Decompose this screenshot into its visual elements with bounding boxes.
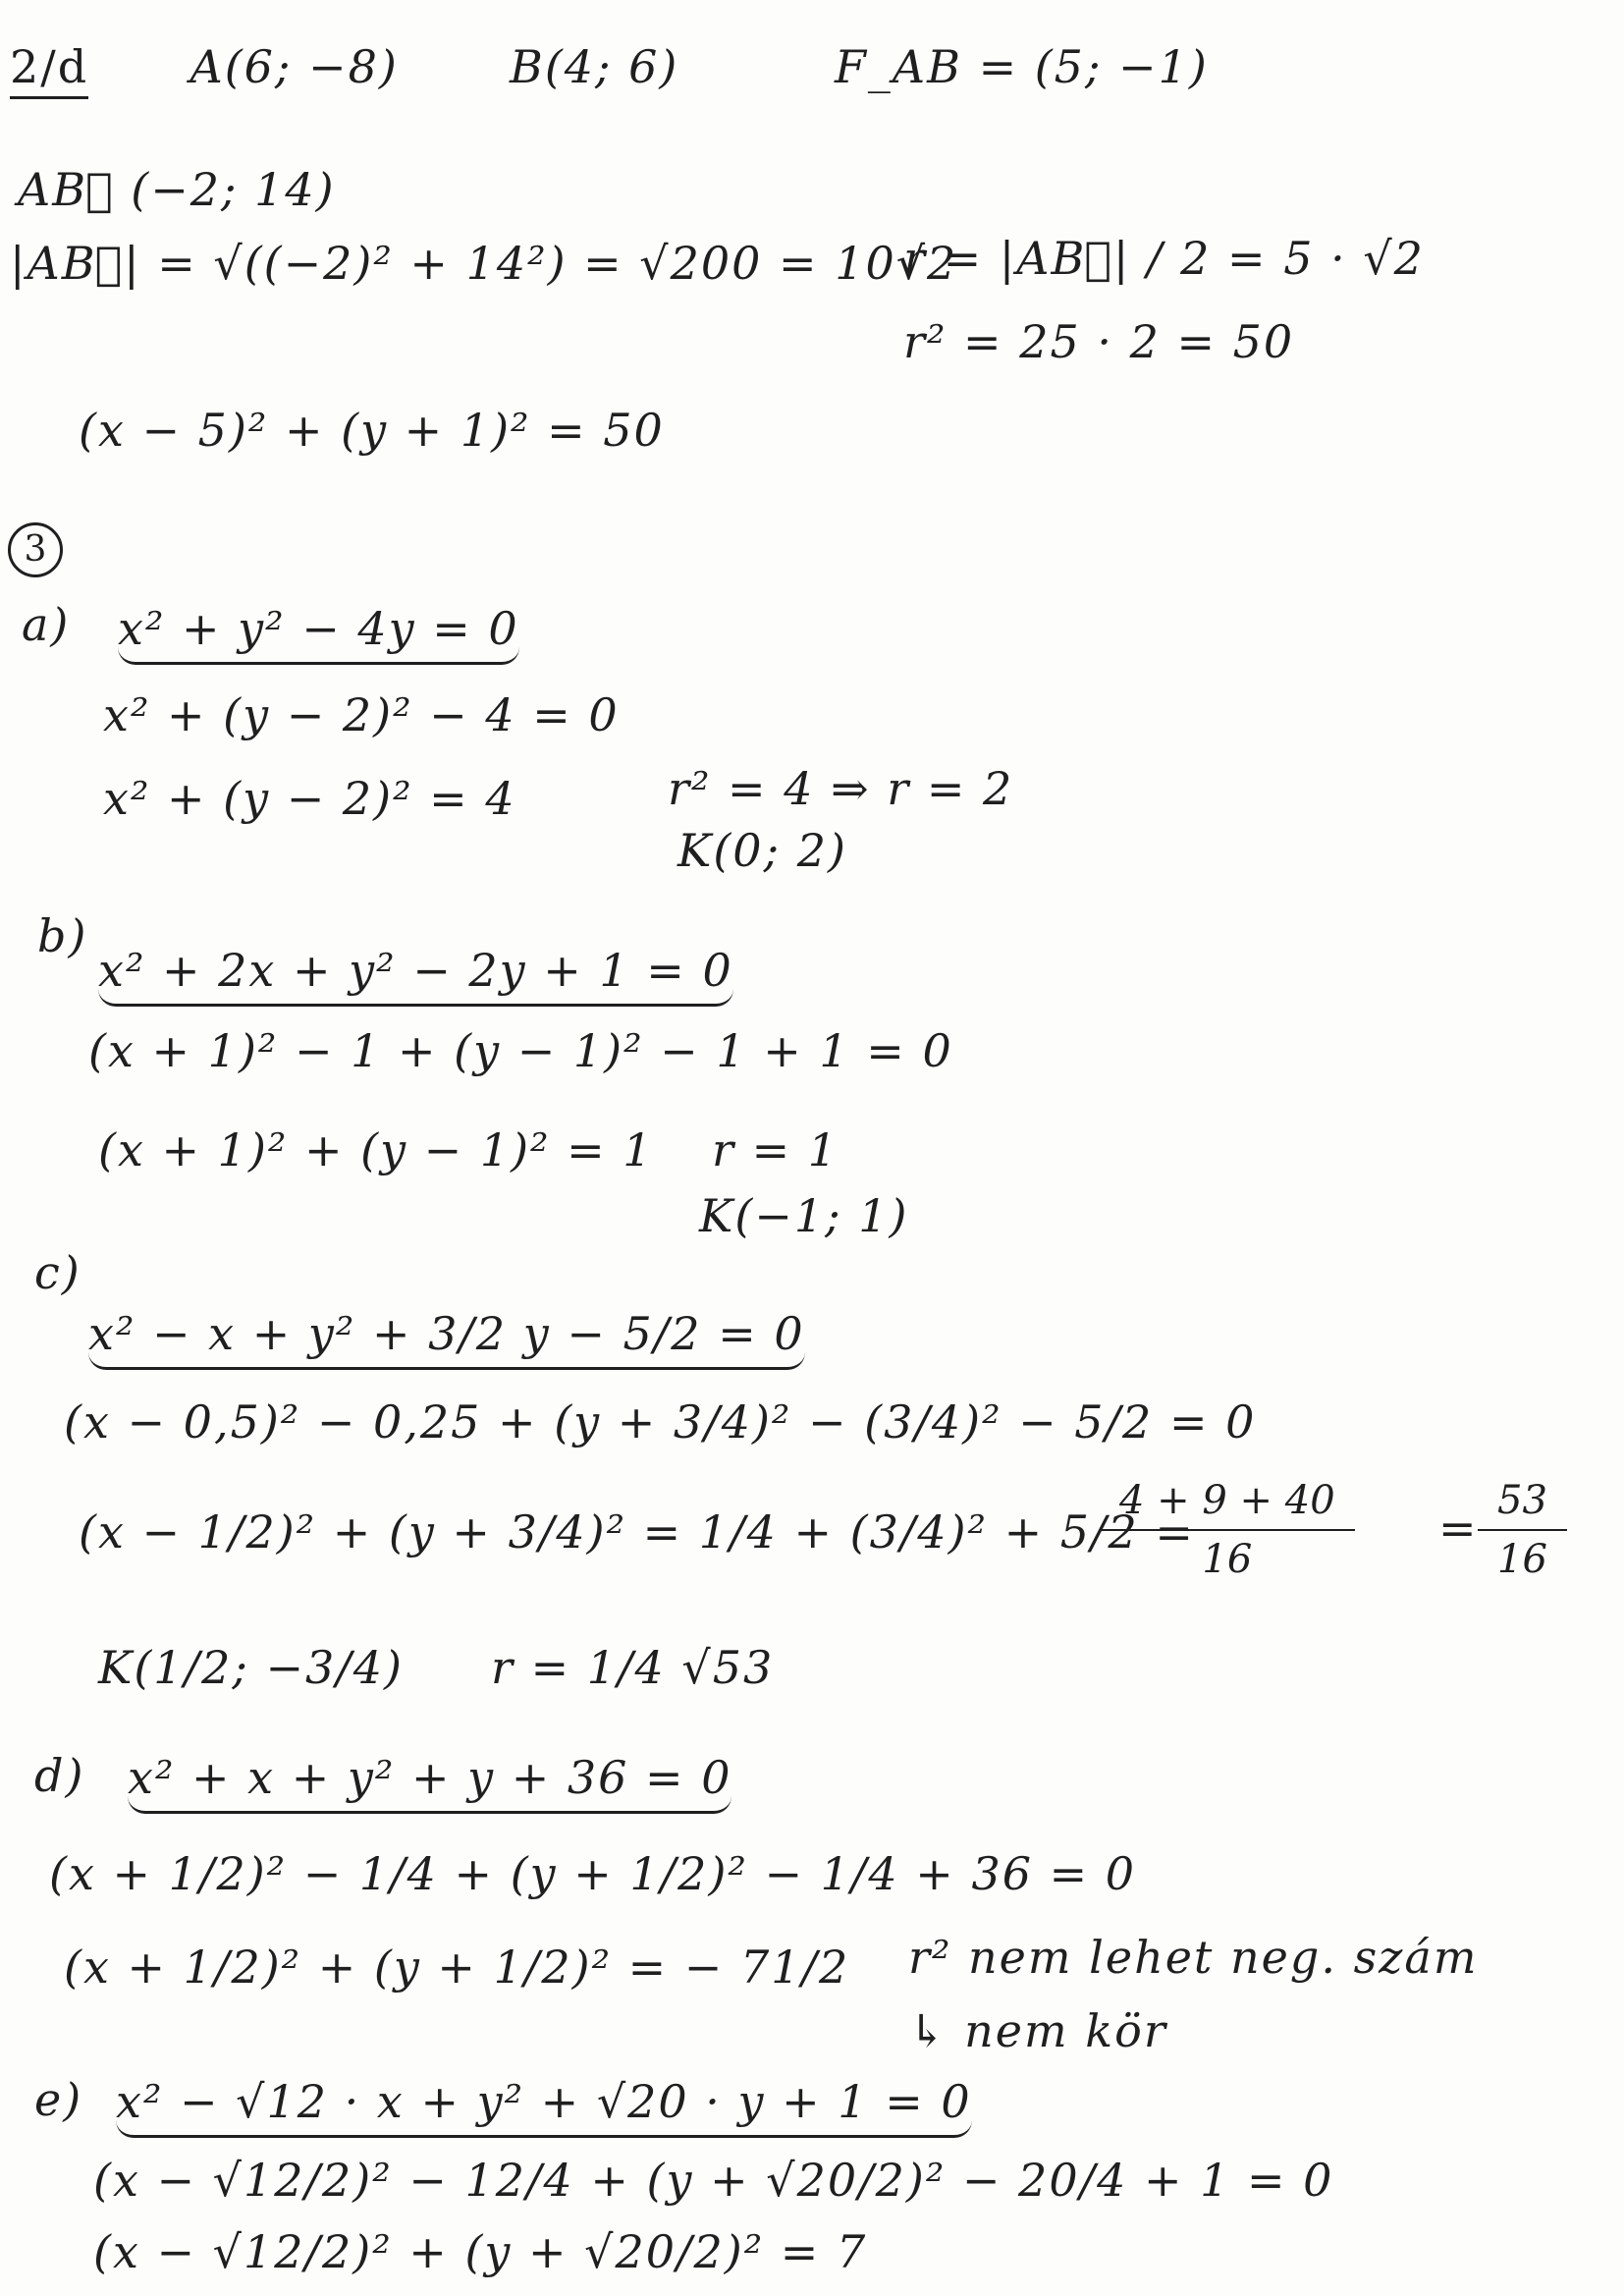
part-e-label: e) <box>34 2073 83 2126</box>
part-a-line1: x² + y² − 4y = 0 <box>118 601 519 665</box>
part-b-line1: x² + 2x + y² − 2y + 1 = 0 <box>98 943 733 1007</box>
part-c-fraction-denominator: 16 <box>1202 1537 1253 1582</box>
part-d-note2: ↳ nem kör <box>908 2004 1167 2057</box>
part-b-line2: (x + 1)² − 1 + (y − 1)² − 1 + 1 = 0 <box>88 1024 953 1077</box>
part-c-result-numerator: 53 <box>1478 1478 1567 1531</box>
part-e-line2: (x − √12/2)² − 12/4 + (y + √20/2)² − 20/4 + 1 = 0 <box>93 2154 1334 2207</box>
part-b-label: b) <box>37 909 88 962</box>
part-a-radius: r² = 4 ⇒ r = 2 <box>668 762 1014 815</box>
part-d-line2: (x + 1/2)² − 1/4 + (y + 1/2)² − 1/4 + 36 = 0 <box>49 1847 1137 1900</box>
part-a-line2: x² + (y − 2)² − 4 = 0 <box>103 688 620 741</box>
part-c-result <box>1478 1478 1567 1582</box>
part-c-line1: x² − x + y² + 3/2 y − 5/2 = 0 <box>88 1306 805 1370</box>
radius-squared: r² = 25 · 2 = 50 <box>903 315 1295 368</box>
part-c-label: c) <box>34 1246 81 1299</box>
length-ab: |AB⃗| = √((−2)² + 14²) = √200 = 10√2 <box>10 237 958 290</box>
part-a-center: K(0; 2) <box>677 824 847 877</box>
part-c-line2: (x − 0,5)² − 0,25 + (y + 3/4)² − (3/4)² − 5/2 = 0 <box>64 1395 1257 1449</box>
part-c-equals: = <box>1438 1502 1479 1555</box>
task-2d-header <box>10 39 678 99</box>
circle-equation: (x − 5)² + (y + 1)² = 50 <box>79 404 665 457</box>
part-a-line3: x² + (y − 2)² = 4 <box>103 772 516 825</box>
point-b: B(4; 6) <box>510 40 679 93</box>
part-d-label: d) <box>34 1749 85 1802</box>
part-c-center: K(1/2; −3/4) <box>98 1641 404 1694</box>
midpoint: F_AB = (5; −1) <box>835 40 1209 93</box>
part-d-line3: (x + 1/2)² + (y + 1/2)² = − 71/2 <box>64 1941 850 1994</box>
vector-ab: AB⃗ (−2; 14) <box>18 163 336 216</box>
part-e-line3: (x − √12/2)² + (y + √20/2)² = 7 <box>93 2225 868 2278</box>
part-c-fraction-numerator: 4 + 9 + 40 <box>1100 1478 1355 1531</box>
point-a: A(6; −8) <box>189 40 399 93</box>
task-3-number: 3 <box>8 522 63 577</box>
task-2d-label: 2/d <box>10 39 88 99</box>
part-e-line1: x² − √12 · x + y² + √20 · y + 1 = 0 <box>116 2074 972 2138</box>
part-b-center: K(−1; 1) <box>699 1189 909 1242</box>
part-c-line3: (x − 1/2)² + (y + 3/4)² = 1/4 + (3/4)² + 5/2 = <box>79 1505 1195 1558</box>
part-d-note1: r² nem lehet neg. szám <box>908 1931 1479 1984</box>
part-d-line1: x² + x + y² + y + 36 = 0 <box>128 1750 731 1814</box>
part-a-label: a) <box>22 598 71 651</box>
part-b-line3: (x + 1)² + (y − 1)² = 1 <box>98 1123 654 1176</box>
part-c-fraction <box>1100 1478 1355 1582</box>
part-c-result-denominator: 16 <box>1497 1537 1547 1582</box>
part-c-radius: r = 1/4 √53 <box>491 1641 775 1694</box>
part-b-radius: r = 1 <box>712 1123 839 1176</box>
radius: r = |AB⃗| / 2 = 5 · √2 <box>903 232 1425 285</box>
